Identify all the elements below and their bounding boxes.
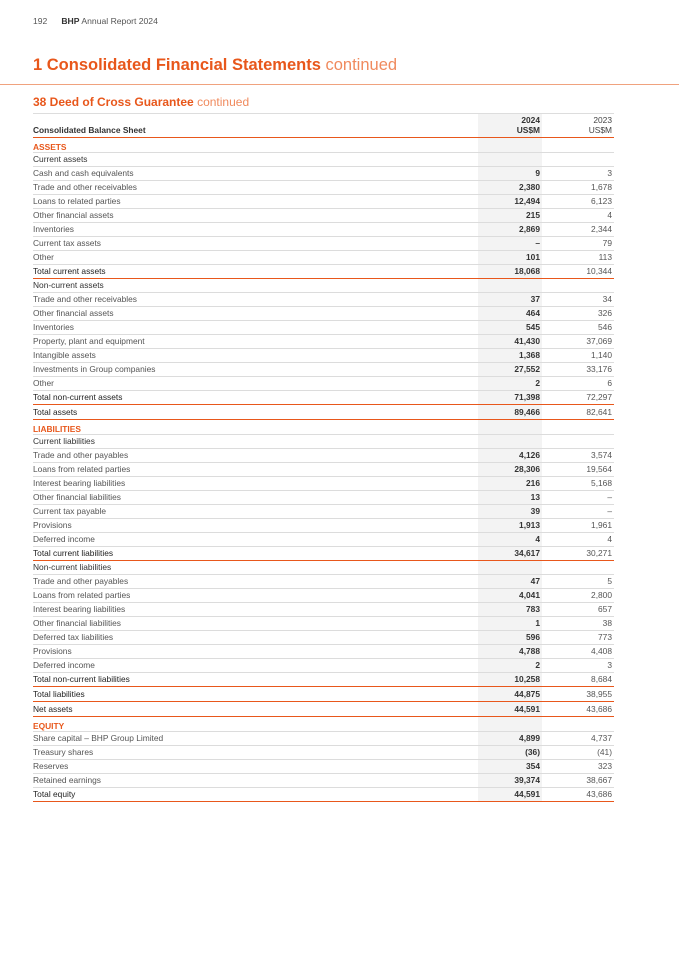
table-row — [33, 533, 614, 547]
row-label: Non-current assets — [33, 280, 104, 290]
balance-sheet-table — [33, 113, 614, 802]
value-2023: 1,140 — [591, 350, 612, 360]
value-2024: 37 — [530, 294, 540, 304]
value-2024: 44,591 — [514, 789, 540, 799]
table-row — [33, 717, 614, 732]
table-row — [33, 673, 614, 687]
value-2024: 9 — [535, 168, 540, 178]
row-label: Investments in Group companies — [33, 364, 156, 374]
value-2024: 545 — [526, 322, 540, 332]
value-2023: 6,123 — [591, 196, 612, 206]
table-row — [33, 589, 614, 603]
value-2023: 8,684 — [591, 674, 612, 684]
table-row — [33, 449, 614, 463]
table-row — [33, 760, 614, 774]
table-row — [33, 420, 614, 435]
table-label: Consolidated Balance Sheet — [33, 125, 146, 135]
row-label: Other — [33, 378, 54, 388]
value-2024: 10,258 — [514, 674, 540, 684]
row-label: Loans from related parties — [33, 590, 131, 600]
value-2024: 1,368 — [519, 350, 540, 360]
table-row — [33, 561, 614, 575]
row-label: Other financial liabilities — [33, 618, 121, 628]
value-2023: 79 — [602, 238, 612, 248]
value-2024: 783 — [526, 604, 540, 614]
value-2023: 38,667 — [586, 775, 612, 785]
row-label: Cash and cash equivalents — [33, 168, 134, 178]
value-2023: 38 — [602, 618, 612, 628]
row-label: Deferred income — [33, 534, 95, 544]
table-row — [33, 391, 614, 405]
table-row — [33, 688, 614, 702]
table-row — [33, 223, 614, 237]
value-2023: 657 — [598, 604, 612, 614]
row-label: EQUITY — [33, 721, 65, 731]
value-2024: 27,552 — [514, 364, 540, 374]
value-2024: 596 — [526, 632, 540, 642]
value-2023: 30,271 — [586, 548, 612, 558]
row-label: Current liabilities — [33, 436, 95, 446]
row-label: Treasury shares — [33, 747, 94, 757]
row-label: Other — [33, 252, 54, 262]
value-2023: 323 — [598, 761, 612, 771]
table-row — [33, 209, 614, 223]
row-label: Loans to related parties — [33, 196, 121, 206]
value-2023: 4 — [607, 534, 612, 544]
value-2024: 39 — [530, 506, 540, 516]
value-2023: 113 — [598, 252, 612, 262]
row-label: Inventories — [33, 224, 74, 234]
row-label: Inventories — [33, 322, 74, 332]
report-title: Annual Report 2024 — [81, 16, 158, 26]
table-row — [33, 293, 614, 307]
table-row — [33, 547, 614, 561]
table-row — [33, 335, 614, 349]
table-row — [33, 181, 614, 195]
value-2024: 2,869 — [519, 224, 540, 234]
value-2024: 41,430 — [514, 336, 540, 346]
value-2024: 1,913 — [519, 520, 540, 530]
value-2023: 546 — [598, 322, 612, 332]
column-unit-2023: US$M — [588, 124, 612, 135]
value-2023: 2,800 — [591, 590, 612, 600]
value-2023: 3 — [607, 660, 612, 670]
table-body — [33, 138, 614, 802]
row-label: Current assets — [33, 154, 88, 164]
row-label: Total current assets — [33, 266, 106, 276]
value-2023: 38,955 — [586, 689, 612, 699]
row-label: Provisions — [33, 520, 72, 530]
table-row — [33, 377, 614, 391]
table-row — [33, 505, 614, 519]
row-label: Non-current liabilities — [33, 562, 112, 572]
table-row — [33, 321, 614, 335]
value-2024: 2 — [535, 660, 540, 670]
value-2024: 4,041 — [519, 590, 540, 600]
value-2024: 4 — [535, 534, 540, 544]
value-2023: 6 — [607, 378, 612, 388]
value-2024: 44,875 — [514, 689, 540, 699]
row-label: Total liabilities — [33, 689, 85, 699]
row-label: Retained earnings — [33, 775, 101, 785]
table-row — [33, 363, 614, 377]
section-title-text: 38 Deed of Cross Guarantee — [33, 95, 194, 109]
row-label: ASSETS — [33, 142, 67, 152]
row-label: Deferred income — [33, 660, 95, 670]
value-2023: 3 — [607, 168, 612, 178]
value-2023: – — [607, 506, 612, 516]
table-row — [33, 167, 614, 181]
table-row — [33, 575, 614, 589]
row-label: Total non-current liabilities — [33, 674, 130, 684]
row-label: Deferred tax liabilities — [33, 632, 114, 642]
value-2023: 4,737 — [591, 733, 612, 743]
table-row — [33, 195, 614, 209]
row-label: Reserves — [33, 761, 69, 771]
value-2023: 37,069 — [586, 336, 612, 346]
row-label: Loans from related parties — [33, 464, 131, 474]
value-2023: 82,641 — [586, 407, 612, 417]
value-2023: – — [607, 492, 612, 502]
table-row — [33, 251, 614, 265]
row-label: Total non-current assets — [33, 392, 123, 402]
value-2023: 326 — [598, 308, 612, 318]
column-unit-2024: US$M — [516, 124, 540, 135]
value-2024: 4,788 — [519, 646, 540, 656]
value-2024: 215 — [526, 210, 540, 220]
value-2023: 5 — [607, 576, 612, 586]
value-2024: 39,374 — [514, 775, 540, 785]
value-2024: 216 — [526, 478, 540, 488]
row-label: Intangible assets — [33, 350, 96, 360]
page-title — [33, 56, 397, 75]
table-row — [33, 435, 614, 449]
value-2024: 89,466 — [514, 407, 540, 417]
table-row — [33, 645, 614, 659]
value-2024: 2 — [535, 378, 540, 388]
value-2024: 4,126 — [519, 450, 540, 460]
row-label: Property, plant and equipment — [33, 336, 145, 346]
value-2023: 1,961 — [591, 520, 612, 530]
table-row — [33, 703, 614, 717]
table-row — [33, 788, 614, 802]
value-2024: 12,494 — [514, 196, 540, 206]
value-2024: 28,306 — [514, 464, 540, 474]
value-2024: 1 — [535, 618, 540, 628]
value-2023: 34 — [602, 294, 612, 304]
table-row — [33, 746, 614, 760]
value-2023: 10,344 — [586, 266, 612, 276]
section-title — [33, 95, 249, 109]
table-row — [33, 519, 614, 533]
row-label: Trade and other payables — [33, 576, 129, 586]
value-2024: 4,899 — [519, 733, 540, 743]
column-year-2024: 2024 — [521, 115, 540, 125]
value-2023: 33,176 — [586, 364, 612, 374]
value-2023: 4,408 — [591, 646, 612, 656]
table-row — [33, 617, 614, 631]
value-2024: 101 — [526, 252, 540, 262]
table-row — [33, 463, 614, 477]
value-2023: 5,168 — [591, 478, 612, 488]
row-label: Total equity — [33, 789, 76, 799]
row-label: Other financial liabilities — [33, 492, 121, 502]
row-label: Trade and other receivables — [33, 182, 137, 192]
value-2024: 34,617 — [514, 548, 540, 558]
page-title-continued: continued — [325, 56, 398, 74]
value-2024: 47 — [530, 576, 540, 586]
row-label: Share capital – BHP Group Limited — [33, 733, 164, 743]
value-2023: 4 — [607, 210, 612, 220]
table-row — [33, 237, 614, 251]
table-row — [33, 732, 614, 746]
table-row — [33, 659, 614, 673]
table-row — [33, 406, 614, 420]
row-label: Current tax assets — [33, 238, 101, 248]
value-2024: 464 — [526, 308, 540, 318]
value-2023: 2,344 — [591, 224, 612, 234]
value-2023: 1,678 — [591, 182, 612, 192]
table-row — [33, 603, 614, 617]
section-title-continued: continued — [197, 95, 250, 109]
value-2023: (41) — [597, 747, 612, 757]
value-2024: 18,068 — [514, 266, 540, 276]
page-number: 192 — [33, 16, 48, 26]
value-2024: – — [535, 238, 540, 248]
value-2023: 72,297 — [586, 392, 612, 402]
row-label: Other financial assets — [33, 210, 114, 220]
table-row — [33, 774, 614, 788]
table-row — [33, 477, 614, 491]
column-header-2023 — [552, 116, 612, 135]
table-row — [33, 153, 614, 167]
table-row — [33, 491, 614, 505]
table-row — [33, 279, 614, 293]
row-label: Trade and other receivables — [33, 294, 137, 304]
table-row — [33, 138, 614, 153]
table-row — [33, 349, 614, 363]
value-2023: 773 — [598, 632, 612, 642]
value-2024: 354 — [526, 761, 540, 771]
value-2023: 19,564 — [586, 464, 612, 474]
row-label: Current tax payable — [33, 506, 107, 516]
column-year-2023: 2023 — [593, 115, 612, 125]
value-2024: 2,380 — [519, 182, 540, 192]
row-label: LIABILITIES — [33, 424, 81, 434]
title-divider — [0, 84, 679, 85]
value-2024: 71,398 — [514, 392, 540, 402]
row-label: Other financial assets — [33, 308, 114, 318]
page-title-text: 1 Consolidated Financial Statements — [33, 56, 321, 74]
brand-name: BHP — [61, 16, 80, 26]
row-label: Interest bearing liabilities — [33, 478, 126, 488]
row-label: Net assets — [33, 704, 73, 714]
table-row — [33, 307, 614, 321]
row-label: Provisions — [33, 646, 72, 656]
value-2024: (36) — [525, 747, 540, 757]
column-header-2024 — [480, 116, 540, 135]
row-label: Total current liabilities — [33, 548, 114, 558]
value-2023: 43,686 — [586, 789, 612, 799]
row-label: Trade and other payables — [33, 450, 129, 460]
value-2023: 3,574 — [591, 450, 612, 460]
row-label: Interest bearing liabilities — [33, 604, 126, 614]
table-header — [33, 113, 614, 138]
value-2024: 44,591 — [514, 704, 540, 714]
row-label: Total assets — [33, 407, 78, 417]
running-header — [33, 16, 158, 26]
value-2023: 43,686 — [586, 704, 612, 714]
value-2024: 13 — [530, 492, 540, 502]
table-row — [33, 265, 614, 279]
table-row — [33, 631, 614, 645]
